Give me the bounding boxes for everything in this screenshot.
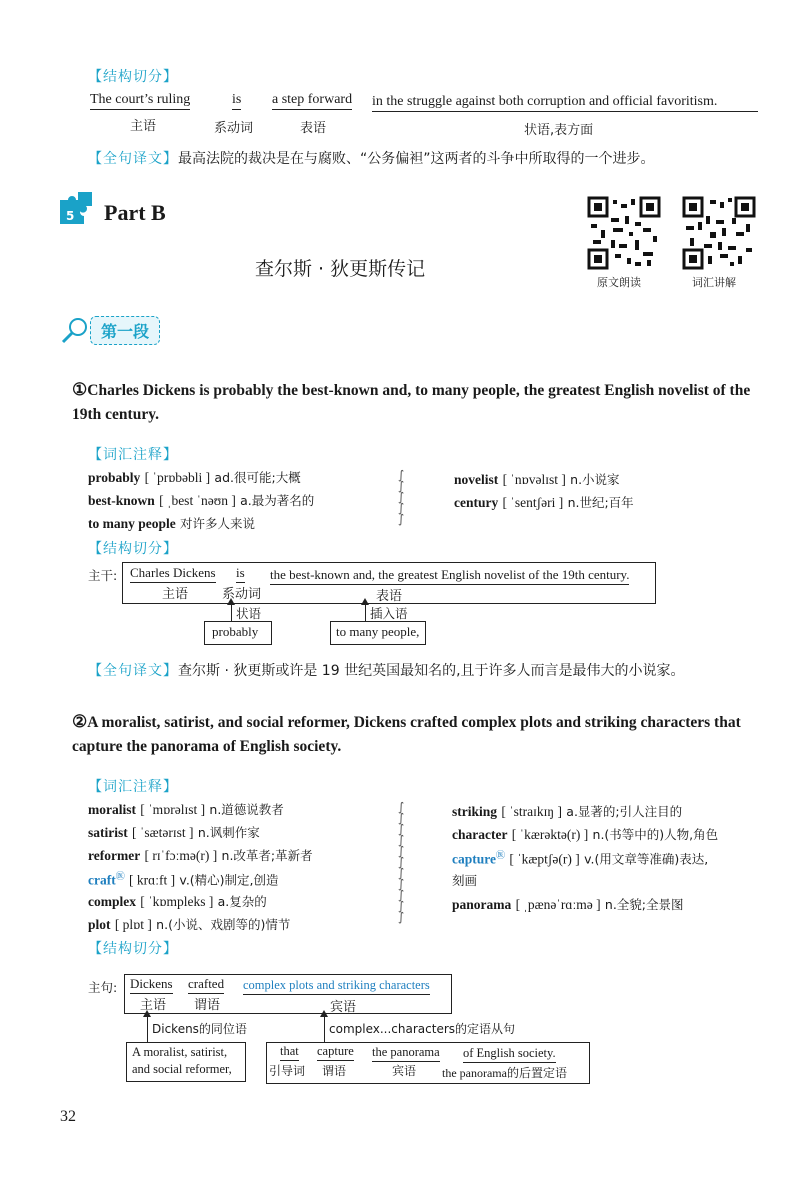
label-subject: 主语 — [130, 119, 157, 134]
connector-line — [231, 604, 232, 622]
struct-tag-2: 【结构切分】 — [88, 941, 178, 957]
vocab-tag-1: 【词汇注释】 — [88, 447, 178, 463]
verb-text: is — [232, 92, 241, 110]
vocab-item: century [ ˈsentʃəri ] n.世纪;百年 — [454, 495, 634, 510]
label-predicative: 表语 — [300, 121, 327, 136]
qr1-label: 原文朗读 — [597, 276, 641, 289]
s2-subject: Dickens — [130, 976, 173, 994]
label-verb: 系动词 — [214, 121, 254, 136]
sentence-1-number: ① — [72, 380, 88, 399]
s1-label-predicative: 表语 — [376, 589, 403, 604]
vocab-item: reformer [ rɪˈfɔːmə(r) ] n.改革者;革新者 — [88, 848, 313, 863]
main-clause-label: 主干: — [88, 568, 118, 583]
clause-that: that — [280, 1044, 299, 1061]
magnifier-icon — [60, 316, 90, 346]
qr-code-vocab[interactable] — [682, 196, 756, 270]
article-title: 查尔斯 · 狄更斯传记 — [255, 258, 426, 280]
s2-verb: crafted — [188, 976, 224, 994]
part-title: Part B — [104, 200, 166, 225]
s2-label-subject: 主语 — [140, 998, 167, 1013]
vocab-item: craft㊩ [ krɑːft ] v.(精心)制定,创造 — [88, 872, 279, 888]
s2-label-verb: 谓语 — [194, 998, 221, 1013]
vocab-item: probably [ ˈprɒbəbli ] ad.很可能;大概 — [88, 470, 301, 485]
sentence-2-number: ② — [72, 712, 88, 731]
vocab-item: striking [ ˈstraɪkɪŋ ] a.显著的;引人注目的 — [452, 804, 683, 819]
vocab-item: character [ ˈkærəktə(r) ] n.(书等中的)人物,角色 — [452, 827, 719, 842]
svg-text:5: 5 — [66, 209, 75, 223]
paragraph-label: 第一段 — [90, 316, 160, 345]
clause-capture: capture — [317, 1044, 354, 1061]
appositive-text: A moralist, satirist, and social reformer, — [132, 1045, 232, 1076]
divider-squiggle: ∫ ∫ ∫ ∫ ∫ — [398, 468, 405, 526]
clause-of: of English society. — [463, 1046, 556, 1063]
vocab-item: capture㊩ [ ˈkæptʃə(r) ] v.(用文章等准确)表达, — [452, 851, 709, 867]
ins-label: 插入语 — [370, 606, 408, 621]
translation-line — [88, 148, 655, 168]
sentence-2 — [72, 710, 762, 759]
connector-line — [324, 1016, 325, 1042]
vocab-item: complex [ ˈkɒmpleks ] a.复杂的 — [88, 894, 267, 909]
s2-label-object: 宾语 — [330, 1000, 357, 1015]
sentence-1-text: Charles Dickens is probably the best-known and, to many people, the greatest English novelist of the 19th century. — [72, 382, 751, 423]
s1-label-subject: 主语 — [162, 587, 189, 602]
structure-tag: 【结构切分】 — [88, 69, 178, 85]
label-adverbial: 状语,表方面 — [524, 123, 594, 138]
attr-label: complex...characters的定语从句 — [329, 1022, 516, 1036]
sentence-1 — [72, 378, 752, 427]
main-clause-label: 主句: — [88, 980, 118, 995]
translation-line: 【全句译文】查尔斯 · 狄更斯或许是 19 世纪英国最知名的,且于许多人而言是最伟大的小说家。 — [88, 663, 685, 679]
s1-label-verb: 系动词 — [222, 587, 262, 602]
vocab-item: moralist [ ˈmɒrəlɪst ] n.道德说教者 — [88, 802, 284, 817]
qr2-label: 词汇讲解 — [692, 276, 736, 289]
ins-box-text: to many people, — [336, 624, 420, 639]
s1-predicative: the best-known and, the greatest English novelist of the 19th century. — [270, 567, 629, 585]
s2-object: complex plots and striking characters — [243, 978, 430, 995]
adv-box-text: probably — [212, 624, 259, 639]
label-of: the panorama的后置定语 — [442, 1066, 567, 1080]
label-panorama: 宾语 — [392, 1064, 417, 1078]
translation-tag: 【全句译文】 — [88, 151, 178, 167]
adv-label: 状语 — [236, 606, 262, 621]
adverbial-text: in the struggle against both corruption and official favoritism. — [372, 94, 758, 112]
clause-panorama: the panorama — [372, 1045, 440, 1062]
puzzle-icon — [58, 190, 94, 226]
vocab-item: 刻画 — [452, 873, 478, 888]
connector-line — [147, 1016, 148, 1042]
vocab-item: satirist [ ˈsætərɪst ] n.讽刺作家 — [88, 825, 260, 840]
label-capture: 谓语 — [322, 1064, 347, 1078]
page-number: 32 — [60, 1108, 76, 1125]
subject-text: The court’s ruling — [90, 92, 190, 110]
predicative-text: a step forward — [272, 92, 352, 110]
vocab-tag-2: 【词汇注释】 — [88, 779, 178, 795]
struct-tag-1: 【结构切分】 — [88, 541, 178, 557]
sentence-2-text: A moralist, satirist, and social reformer, Dickens crafted complex plots and striking characters that capture the panorama of English society. — [72, 714, 741, 755]
vocab-item: panorama [ ˌpænəˈrɑːmə ] n.全貌;全景图 — [452, 897, 684, 912]
connector-line — [365, 604, 366, 622]
vocab-item: novelist [ ˈnɒvəlɪst ] n.小说家 — [454, 472, 620, 487]
translation-text: 最高法院的裁决是在与腐败、“公务偏袒”这两者的斗争中所取得的一个进步。 — [178, 151, 655, 167]
s1-verb: is — [236, 565, 245, 583]
vocab-item: plot [ plɒt ] n.(小说、戏剧等的)情节 — [88, 917, 291, 932]
appos-label: Dickens的同位语 — [152, 1022, 247, 1036]
vocab-item: to many people 对许多人来说 — [88, 516, 256, 531]
qr-code-reading[interactable] — [587, 196, 661, 270]
vocab-item: best-known [ ˌbest ˈnəʊn ] a.最为著名的 — [88, 493, 315, 508]
divider-squiggle: ∫ ∫ ∫ ∫ ∫ ∫ ∫ ∫ ∫ ∫ ∫ — [398, 800, 405, 924]
label-that: 引导词 — [269, 1064, 306, 1078]
s1-subject: Charles Dickens — [130, 565, 216, 583]
